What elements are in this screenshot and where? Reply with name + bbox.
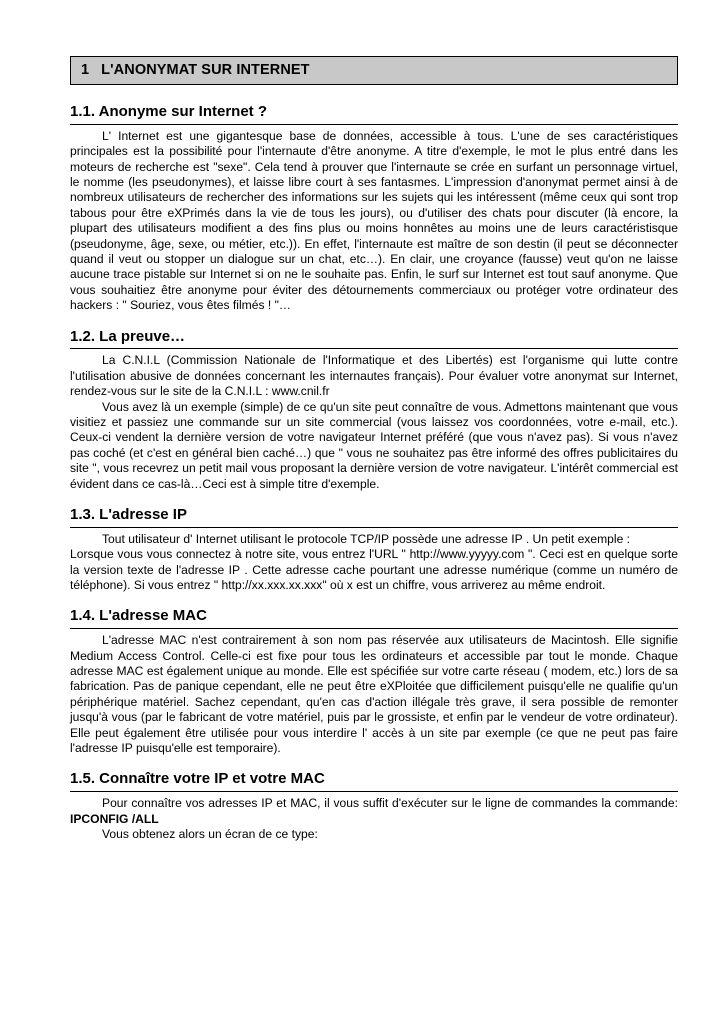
section-heading-1-3: 1.3. L'adresse IP [70, 506, 678, 528]
section-1-4-paragraph-1: L'adresse MAC n'est contrairement à son nom pas réservée aux utilisateurs de Macintosh. Elle signifie Medium Access Control. Celle-ci est fixe pour tous les ordinateurs et accessible par tout le monde. Chaque adresse MAC est également unique au monde. Elle est spécifiée sur votre carte réseau ( modem, etc.) lors de sa fabrication. Pas de panique cependant, elle ne peut être eXPloitée que difficilement puisqu'elle ne qualifie qu'un périphérique matériel. Sachez cependant, qu'en cas d'action illégale très grave, il sera possible de remonter jusqu'à vous (par le fabricant de votre matériel, puis par le grossiste, et enfin par le vendeur de votre ordinateur). Elle peut également être utilisée pour vous interdire l' accès à un site par exemple (ce que ne peut pas faire l'adresse IP puisqu'elle est temporaire). [70, 633, 678, 755]
section-1-5-paragraph-1-text: Pour connaître vos adresses IP et MAC, il vous suffit d'exécuter sur le ligne de commandes la commande: [102, 796, 678, 811]
section-1-1-paragraph-1: L' Internet est une gigantesque base de données, accessible à tous. L'une de ses caractéristiques principales est la possibilité pour l'internaute d'être anonyme. A titre d'exemple, le mot le plus entré dans les moteurs de recherche est "sexe". Cela tend à prouver que l'internaute se crée en surfant un personnage virtuel, le nomme (les pseudonymes), et laisse libre court à ses fantasmes. L'impression d'anonymat permet ainsi à de nombreux utilisateurs de rechercher des informations sur les sujets qui les intéressent (même ceux qui sont trop tabous pour être eXPrimés dans la vie de tous les jours), ou d'utiliser des chats pour discuter (là encore, la plupart des utilisateurs modifient a des fins plus ou moins honnêtes au moins une de leurs caractéristisque (pseudonyme, âge, sexe, ou métier, etc.)). En effet, l'internaute est maître de son destin (il peut se déconnecter quand il veut ou stopper un dialogue sur un chat, etc…). En clair, une croyance (fausse) veut qu'on ne laisse aucune trace pistable sur Internet si on ne le souhaite pas. Enfin, le surf sur Internet est tout sauf anonyme. Que vous souhaitiez être anonyme pour éviter des détournements commerciaux ou protéger votre ordinateur des hackers : " Souriez, vous êtes filmés ! "… [70, 128, 678, 313]
section-1-3-paragraph-2: Lorsque vous vous connectez à notre site, vous entrez l'URL " http://www.yyyyy.com ". Ceci est en quelque sorte la version texte de l'adresse IP . Cette adresse cache pourtant une adresse numérique (comme un numéro de téléphone). Si vous entrez " http://xx.xxx.xx.xxx" où x est un chiffre, vous arriverez au même endroit. [70, 547, 678, 592]
ipconfig-command: IPCONFIG /ALL [70, 811, 159, 826]
section-1-2-paragraph-1: La C.N.I.L (Commission Nationale de l'Informatique et des Libertés) est l'organisme qui lutte contre l'utilisation abusive de données concernant les internautes français). Pour évaluer votre anonymat sur Internet, rendez-vous sur le site de la C.N.I.L : www.cnil.fr [70, 353, 678, 399]
chapter-number: 1 [81, 62, 90, 78]
chapter-title: L'ANONYMAT SUR INTERNET [101, 62, 310, 78]
section-heading-1-2: 1.2. La preuve… [70, 328, 678, 350]
chapter-heading-bar [70, 56, 678, 85]
section-heading-1-1: 1.1. Anonyme sur Internet ? [70, 103, 678, 125]
section-heading-1-4: 1.4. L'adresse MAC [70, 607, 678, 629]
section-1-2-paragraph-2: Vous avez là un exemple (simple) de ce qu'un site peut connaître de vous. Admettons maintenant que vous visitiez et passiez une commande sur un site commercial (vous laissez vos coordonnées, votre e-mail, etc.). Ceux-ci vendent la dernière version de votre navigateur Internet préféré (que vous n'avez pas). Si vous n'avez pas coché (et c'est en général bien caché…) que " vous ne souhaitez pas être informé des offres publicitaires du site ", vous recevrez un petit mail vous proposant la dernière version de votre navigateur. L'intérêt commercial est évident dans ce cas-là…Ceci est à simple titre d'exemple. [70, 399, 678, 491]
section-1-3-paragraph-1: Tout utilisateur d' Internet utilisant le protocole TCP/IP possède une adresse IP . Un petit exemple : [102, 531, 631, 546]
section-1-5-paragraph-1 [70, 796, 678, 827]
section-1-5-paragraph-2: Vous obtenez alors un écran de ce type: [102, 826, 318, 841]
section-heading-1-5: 1.5. Connaître votre IP et votre MAC [70, 770, 678, 792]
